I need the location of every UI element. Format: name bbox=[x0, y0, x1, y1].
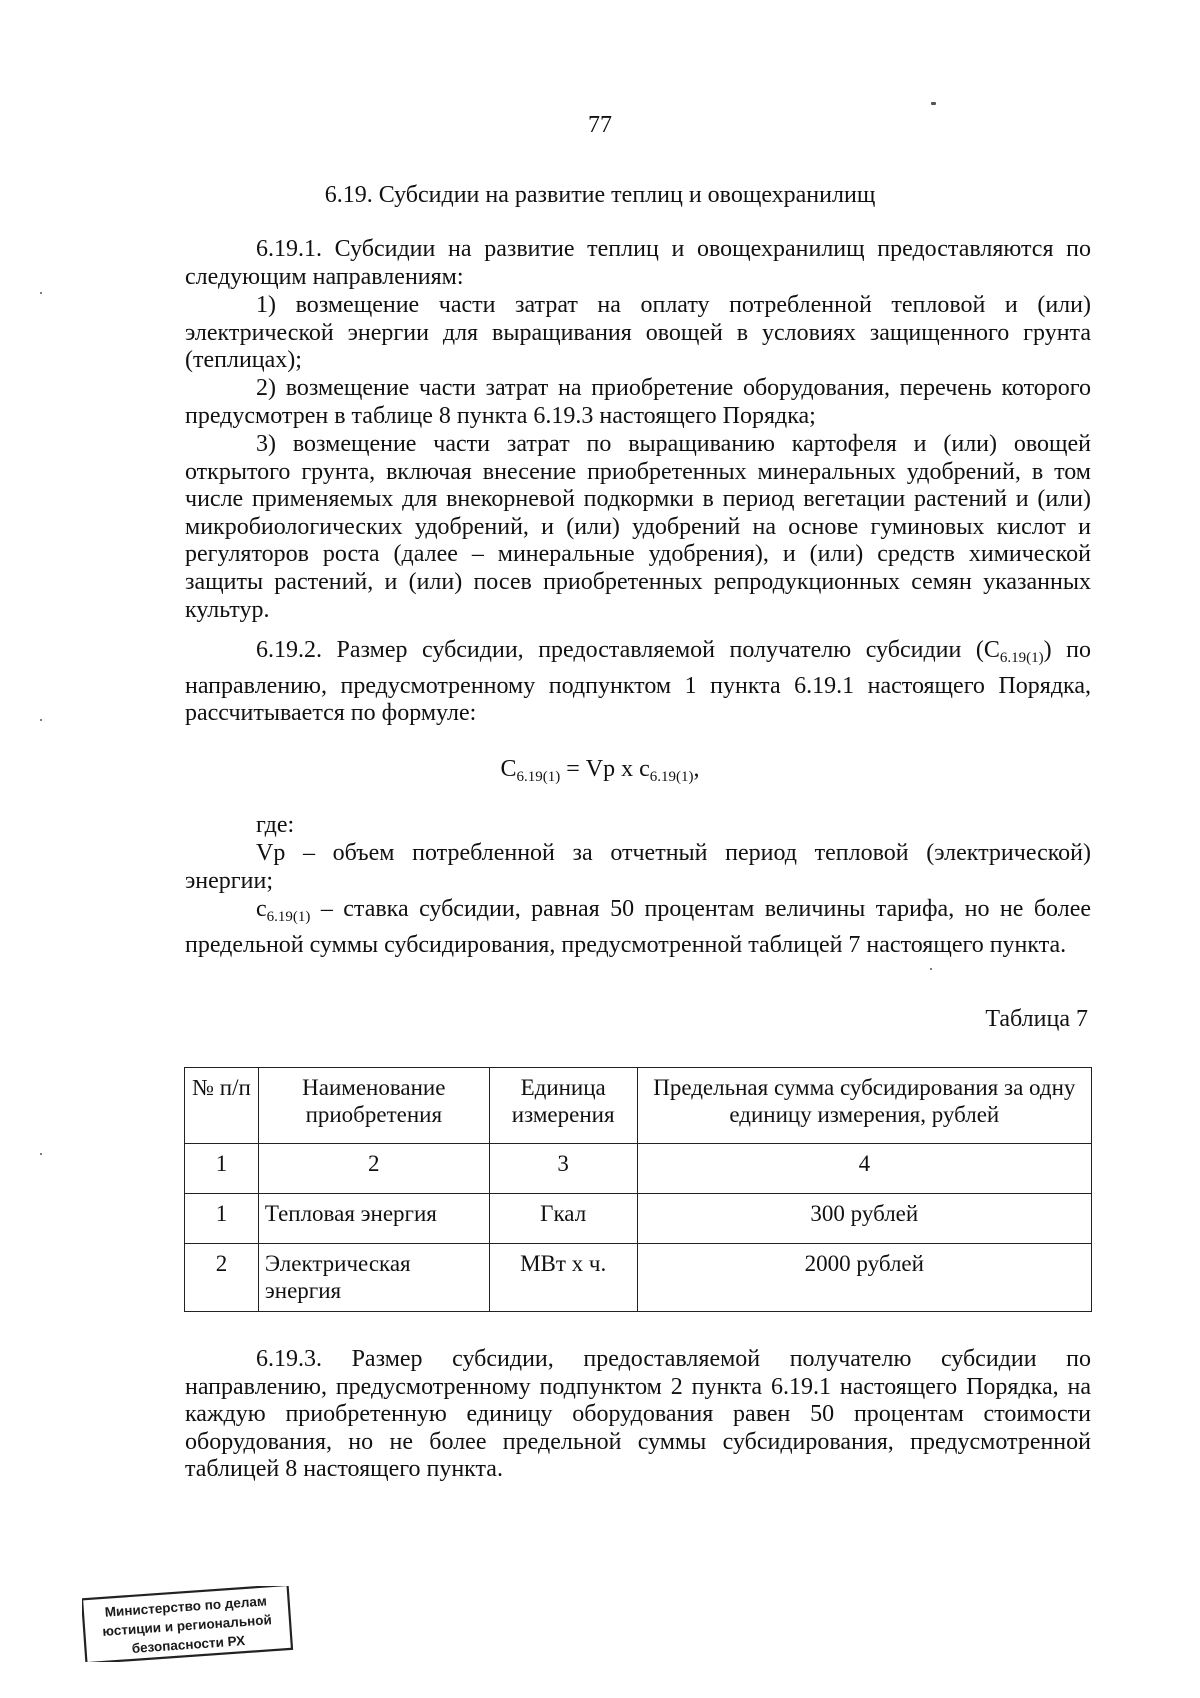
header-unit: Единица измерения bbox=[489, 1068, 637, 1144]
paragraph-6-19-2 bbox=[185, 637, 1091, 728]
table-7 bbox=[184, 1067, 1092, 1312]
table-row bbox=[185, 1194, 1092, 1244]
p5-after: ) по направлению, предусмотренному подпунктом 1 пункта 6.19.1 настоящего Порядка, рассчитывается по формуле: bbox=[185, 637, 1091, 727]
table-cell: 1 bbox=[185, 1144, 259, 1194]
paragraph-6-19-3: 6.19.3. Размер субсидии, предоставляемой получателю субсидии по направлению, предусмотренному подпунктом 2 пункта 6.19.1 настоящего Порядка, на каждую приобретенную единицу оборудования равен 50 процентам стоимости оборудования, но не более предельной суммы субсидирования, предусмотренной таблицей 8 настоящего пункта. bbox=[185, 1346, 1091, 1483]
formula-lhs-subscript: 6.19(1) bbox=[516, 769, 561, 785]
formula-rhs-subscript: 6.19(1) bbox=[649, 769, 694, 785]
table-row bbox=[185, 1244, 1092, 1312]
ministry-stamp bbox=[82, 1586, 294, 1662]
table-cell: 1 bbox=[185, 1194, 259, 1244]
table-cell: Электрическая энергия bbox=[258, 1244, 489, 1312]
p5-before: 6.19.2. Размер субсидии, предоставляемой получателю субсидии (С bbox=[256, 637, 1000, 663]
p5-subscript: 6.19(1) bbox=[999, 650, 1044, 666]
table-cell: 2000 рублей bbox=[637, 1244, 1091, 1312]
header-number: № п/п bbox=[185, 1068, 259, 1144]
paragraph-item-3: 3) возмещение части затрат по выращиванию картофеля и (или) овощей открытого грунта, включая внесение приобретенных минеральных удобрений, в том числе применяемых для внекорневой подкормки в период вегетации растений и (или) микробиологических удобрений, и (или) удобрений на основе гуминовых кислот и регуляторов роста (далее – минеральные удобрения), и (или) средств химической защиты растений, и (или) посев приобретенных репродукционных семян указанных культур. bbox=[185, 431, 1091, 623]
paragraph-6-19-1: 6.19.1. Субсидии на развитие теплиц и овощехранилищ предоставляются по следующим направлениям: bbox=[185, 236, 1091, 290]
table-cell: 2 bbox=[258, 1144, 489, 1194]
table-cell: 2 bbox=[185, 1244, 259, 1312]
formula-end: , bbox=[693, 756, 700, 782]
rate-subscript: 6.19(1) bbox=[266, 909, 311, 925]
table-numbering-row bbox=[185, 1144, 1092, 1194]
stamp-line-1: Министерство по делам bbox=[104, 1593, 268, 1620]
table-cell: 4 bbox=[637, 1144, 1091, 1194]
table-cell: Гкал bbox=[489, 1194, 637, 1244]
rate-definition bbox=[185, 896, 1091, 959]
page-number: 77 bbox=[588, 112, 612, 138]
header-name: Наименование приобретения bbox=[258, 1068, 489, 1144]
rate-text: – ставка субсидии, равная 50 процентам величины тарифа, но не более предельной суммы субсидирования, предусмотренной таблицей 7 настоящего пункта. bbox=[185, 896, 1091, 958]
section-heading: 6.19. Субсидии на развитие теплиц и овощехранилищ bbox=[324, 182, 876, 208]
stamp-line-2: юстиции и региональной bbox=[101, 1612, 273, 1639]
where-label: где: bbox=[256, 812, 295, 838]
scan-speck bbox=[40, 1153, 42, 1155]
scan-speck bbox=[40, 719, 42, 721]
formula-lhs: С bbox=[500, 756, 517, 782]
formula bbox=[0, 756, 1200, 786]
table-cell: МВт х ч. bbox=[489, 1244, 637, 1312]
scan-speck bbox=[40, 292, 42, 294]
formula-mid: = Vр х с bbox=[560, 756, 650, 782]
header-limit: Предельная сумма субсидирования за одну единицу измерения, рублей bbox=[637, 1068, 1091, 1144]
table-header-row bbox=[185, 1068, 1092, 1144]
rate-prefix: с bbox=[256, 896, 267, 922]
scan-speck bbox=[930, 968, 932, 970]
table-caption: Таблица 7 bbox=[985, 1006, 1088, 1032]
table-cell: Тепловая энергия bbox=[258, 1194, 489, 1244]
paragraph-item-1: 1) возмещение части затрат на оплату потребленной тепловой и (или) электрической энергии для выращивания овощей в условиях защищенного грунта (теплицах); bbox=[185, 292, 1091, 374]
table-cell: 3 bbox=[489, 1144, 637, 1194]
table-cell: 300 рублей bbox=[637, 1194, 1091, 1244]
paragraph-item-2: 2) возмещение части затрат на приобретение оборудования, перечень которого предусмотрен в таблице 8 пункта 6.19.3 настоящего Порядка; bbox=[185, 375, 1091, 429]
stamp-line-3: безопасности РХ bbox=[131, 1633, 246, 1656]
vr-definition: Vр – объем потребленной за отчетный период тепловой (электрической) энергии; bbox=[185, 840, 1091, 894]
scan-speck bbox=[931, 102, 936, 105]
